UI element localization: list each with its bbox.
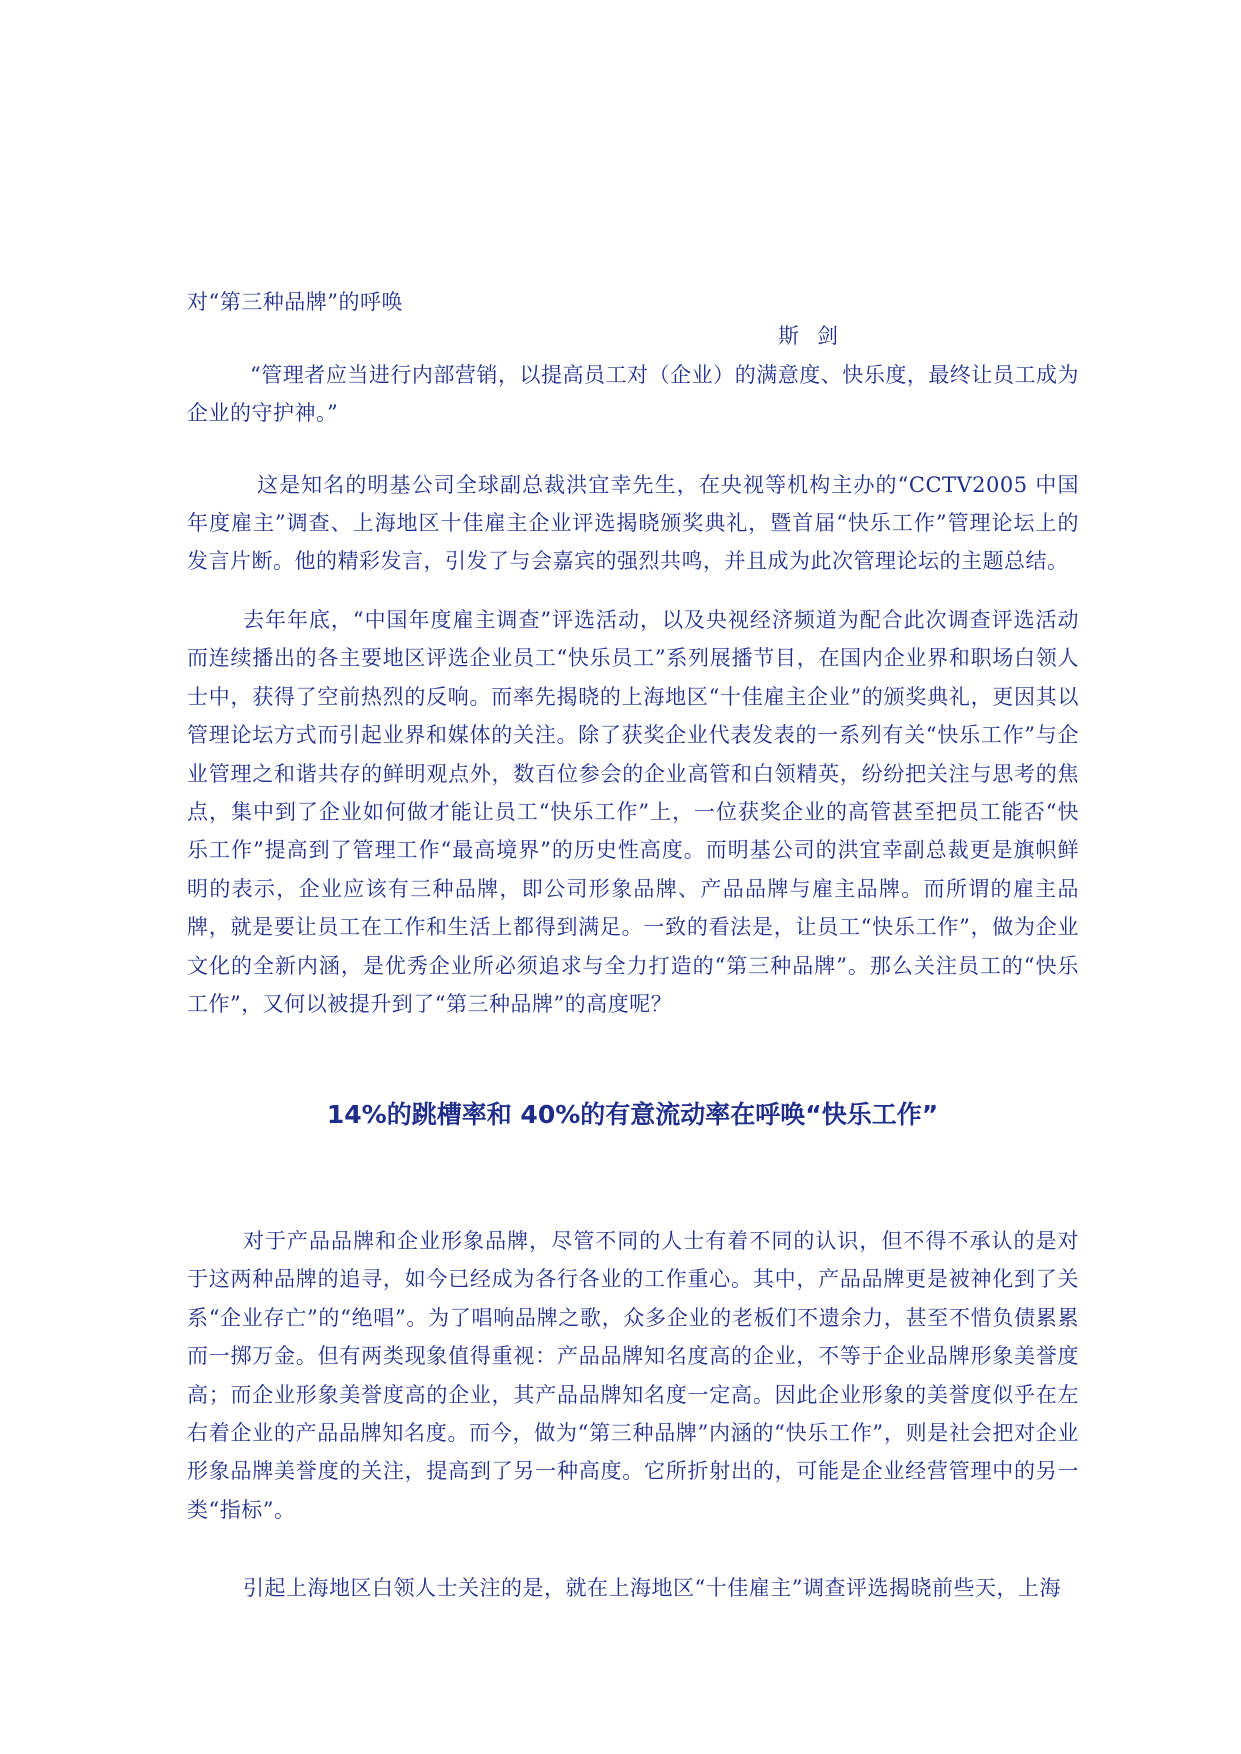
body-paragraph-4: 引起上海地区白领人士关注的是，就在上海地区“十佳雇主”调查评选揭晓前些天，上海 [243,1576,1061,1600]
author-name: 斯剑 [778,324,856,348]
article-title: 对“第三种品牌”的呼唤 [187,290,403,314]
body-paragraph-1: 这是知名的明基公司全球副总裁洪宜幸先生，在央视等机构主办的“CCTV2005 中国年度雇主”调查、上海地区十佳雇主企业评选揭晓颁奖典礼，暨首届“快乐工作”管理论坛上的发言片断。他的精彩发言，引发了与会嘉宾的强烈共鸣，并且成为此次管理论坛的主题总结。 [187,473,1079,573]
section-heading: 14%的跳槽率和 40%的有意流动率在呼唤“快乐工作” [326,1100,939,1129]
body-paragraph-3: 对于产品品牌和企业形象品牌，尽管不同的人士有着不同的认识，但不得不承认的是对于这两种品牌的追寻，如今已经成为各行各业的工作重心。其中，产品品牌更是被神化到了关系“企业存亡”的“绝唱”。为了唱响品牌之歌，众多企业的老板们不遗余力，甚至不惜负债累累而一掷万金。但有两类现象值得重视：产品品牌知名度高的企业，不等于企业品牌形象美誉度高；而企业形象美誉度高的企业，其产品品牌知名度一定高。因此企业形象的美誉度似乎在左右着企业的产品品牌知名度。而今，做为“第三种品牌”内涵的“快乐工作”，则是社会把对企业形象品牌美誉度的关注，提高到了另一种高度。它所折射出的，可能是企业经营管理中的另一类“指标”。 [187,1229,1079,1522]
body-paragraph-2: 去年年底，“中国年度雇主调查”评选活动，以及央视经济频道为配合此次调查评选活动而连续播出的各主要地区评选企业员工“快乐员工”系列展播节目，在国内企业界和职场白领人士中，获得了空前热烈的反响。而率先揭晓的上海地区“十佳雇主企业”的颁奖典礼，更因其以管理论坛方式而引起业界和媒体的关注。除了获奖企业代表发表的一系列有关“快乐工作”与企业管理之和谐共存的鲜明观点外，数百位参会的企业高管和白领精英，纷纷把关注与思考的焦点，集中到了企业如何做才能让员工“快乐工作”上，一位获奖企业的高管甚至把员工能否“快乐工作”提高到了管理工作“最高境界”的历史性高度。而明基公司的洪宜幸副总裁更是旗帜鲜明的表示，企业应该有三种品牌，即公司形象品牌、产品品牌与雇主品牌。而所谓的雇主品牌，就是要让员工在工作和生活上都得到满足。一致的看法是，让员工“快乐工作”，做为企业文化的全新内涵，是优秀企业所必须追求与全力打造的“第三种品牌”。那么关注员工的“快乐工作”，又何以被提升到了“第三种品牌”的高度呢？ [187,608,1079,1017]
opening-quote-paragraph: “管理者应当进行内部营销，以提高员工对（企业）的满意度、快乐度，最终让员工成为企业的守护神。” [187,363,1079,425]
